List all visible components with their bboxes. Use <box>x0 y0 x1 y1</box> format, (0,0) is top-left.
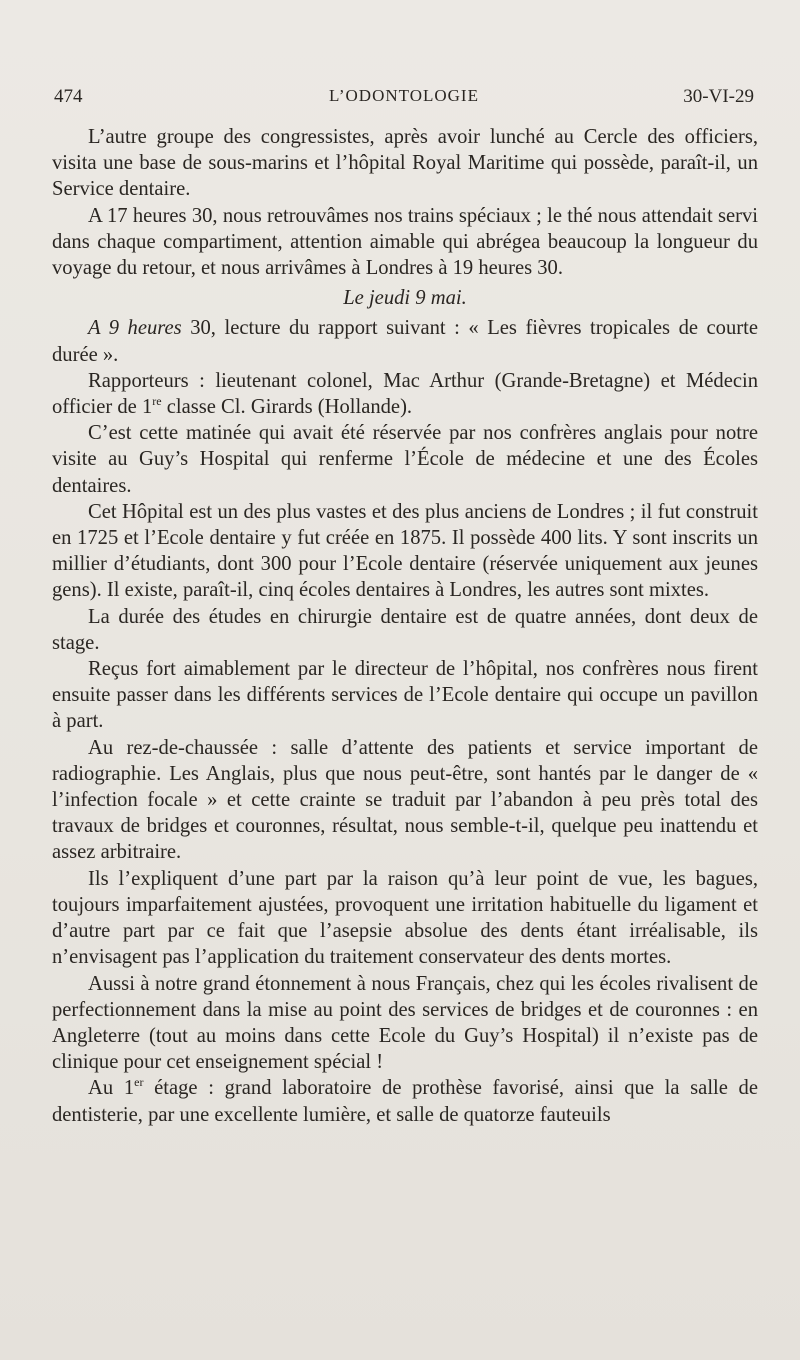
page-body <box>52 124 758 1128</box>
paragraph <box>52 1075 758 1127</box>
paragraph-lead: A 9 heures <box>88 317 182 340</box>
superscript: er <box>134 1075 144 1090</box>
superscript: re <box>152 394 162 409</box>
paragraph-text: Rapporteurs : lieutenant colonel, Mac Arthur (Grande-Bretagne) et Médecin officier de 1 <box>52 369 758 419</box>
paragraph <box>52 315 758 367</box>
paragraph: La durée des études en chirurgie dentaire est de quatre années, dont deux de stage. <box>52 605 758 654</box>
paragraph: Ils l’expliquent d’une part par la raison qu’à leur point de vue, les bagues, toujours imparfaitement ajustées, provoquent une irritation habituelle du ligament et d’autre part par ce fait que l’asepsie absolue des dents étant irréalisable, ils n’envisagent pas l’application du traitement conservateur des dents mortes. <box>52 867 758 969</box>
paragraph: Cet Hôpital est un des plus vastes et des plus anciens de Londres ; il fut construit en 1725 et l’Ecole dentaire y fut créée en 1875. Il possède 400 lits. Y sont inscrits un millier d’étudiants, dont 300 pour l’Ecole dentaire (réservée uniquement aux jeunes gens). Il existe, paraît-il, cinq écoles dentaires à Londres, les autres sont mixtes. <box>52 500 758 602</box>
paragraph-text: Au 1 <box>88 1077 135 1100</box>
running-header <box>54 86 754 116</box>
journal-title: L’ODONTOLOGIE <box>329 86 479 105</box>
paragraph: L’autre groupe des congressistes, après avoir lunché au Cercle des officiers, visita une base de sous-marins et l’hôpital Royal Maritime qui possède, paraît-il, un Service dentaire. <box>52 126 758 201</box>
paragraph-text: étage : grand laboratoire de prothèse favorisé, ainsi que la salle de dentisterie, par une excellente lumière, et salle de quatorze fauteuils <box>52 1077 758 1126</box>
paragraph: Reçus fort aimablement par le directeur de l’hôpital, nos confrères nous firent ensuite passer dans les différents services de l’Ecole dentaire qui occupe un pavillon à part. <box>52 658 758 733</box>
paragraph <box>52 368 758 420</box>
paragraph: C’est cette matinée qui avait été réservée par nos confrères anglais pour notre visite au Guy’s Hospital qui renferme l’École de médecine et une des Écoles dentaires. <box>52 422 758 497</box>
page-number: 474 <box>54 86 83 107</box>
issue-date: 30-VI-29 <box>683 86 754 107</box>
paragraph-text: classe Cl. Girards (Hollande). <box>161 396 413 419</box>
paragraph-text: 30, lecture du rapport suivant : « Les fièvres tropicales de courte durée ». <box>52 317 758 366</box>
paragraph: A 17 heures 30, nous retrouvâmes nos trains spéciaux ; le thé nous attendait servi dans chaque compartiment, attention aimable qui abrégea beaucoup la longueur du voyage du retour, et nous arrivâmes à Londres à 19 heures 30. <box>52 204 758 280</box>
paragraph: Au rez-de-chaussée : salle d’attente des patients et service important de radiographie. Les Anglais, plus que nous peut-être, sont hantés par le danger de « l’infection focale » et cette crainte se traduit par l’abandon à peu près total des travaux de bridges et couronnes, résultat, nous semble-t-il, quelque peu inattendu et assez arbitraire. <box>52 736 758 864</box>
section-title: Le jeudi 9 mai. <box>343 287 467 310</box>
paragraph: Aussi à notre grand étonnement à nous Français, chez qui les écoles rivalisent de perfectionnement dans la mise au point des services de bridges et de couronnes : en Angleterre (tout au moins dans cette Ecole du Guy’s Hospital) il n’existe pas de clinique pour cet enseignement spécial ! <box>52 972 758 1074</box>
